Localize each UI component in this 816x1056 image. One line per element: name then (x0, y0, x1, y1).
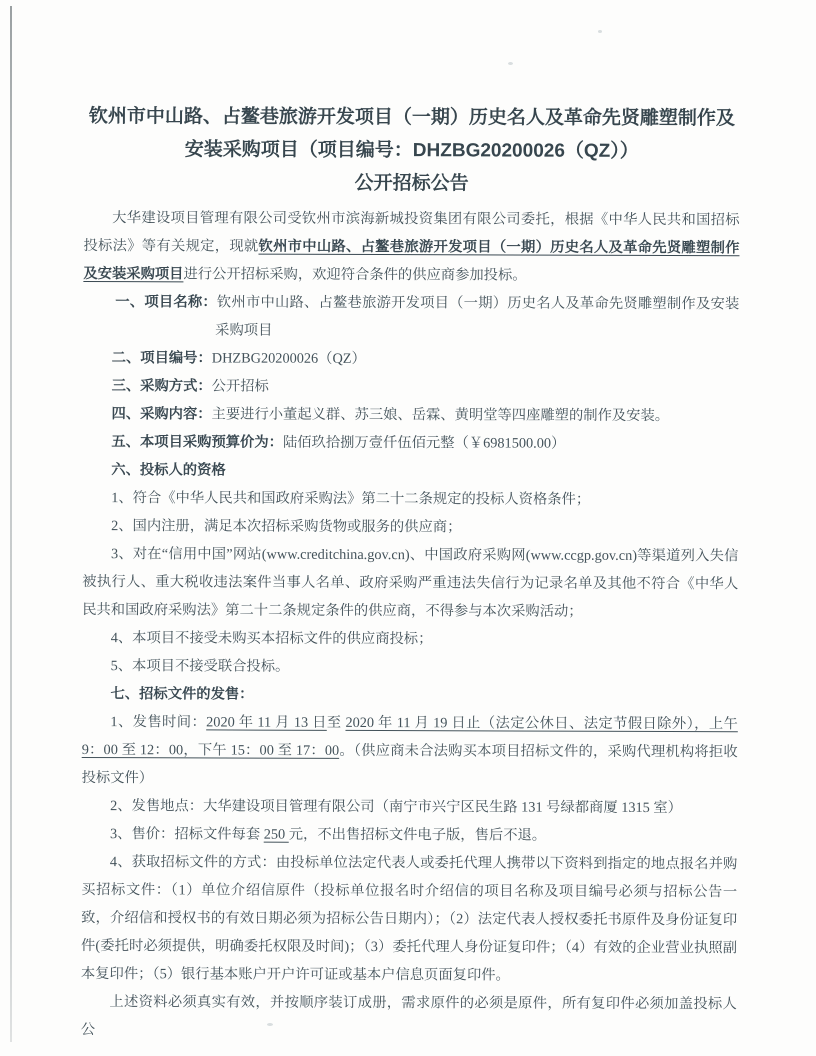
sale-item-obtain-method: 4、获取招标文件的方式：由投标单位法定代表人或委托代理人携带以下资料到指定的地点报名并购买招标文件：（1）单位介绍信原件（投标单位报名时介绍信的项目名称及项目编号必须与招标公告一致，介绍信和授权书的有效日期必须为招标公告日期内）；（2）法定代表人授权委托书原件及身份证复印件(委托时必须提供，明确委托权限及时间)；（3）委托代理人身份证复印件；（4）有效的企业营业执照副本复印件；（5）银行基本账户开户许可证或基本户信息页面复印件。 (80, 854, 738, 984)
qualification-item-5: 5、本项目不接受联合投标。 (110, 658, 290, 675)
intro-paragraph (83, 204, 739, 290)
sale-time-mid: 至 (326, 714, 346, 731)
intro-project-name: 钦州市中山路、占鳌巷旅游开发项目（一期）历史名人及革命先贤雕塑制作及安装采购项目 (83, 238, 740, 283)
scan-speck (508, 62, 513, 65)
section-6-label: 六、投标人的资格 (111, 462, 226, 479)
document-content (81, 100, 740, 1046)
section-4-value: 主要进行小董起义群、苏三娘、岳霖、黄明堂等四座雕塑的制作及安装。 (211, 406, 670, 425)
section-project-name (83, 288, 739, 346)
section-procurement-content (83, 400, 739, 430)
section-2-label: 二、项目编号： (111, 350, 212, 367)
sale-time-start-date: 2020 年 11 月 13 日 (206, 714, 327, 731)
section-5-label: 五、本项目采购预算价为： (111, 434, 283, 451)
closing-paragraph: 上述资料必须真实有效，并按顺序装订成册，需求原件的必须是原件，所有复印件必须加盖投标人公 (80, 994, 737, 1039)
section-procurement-method (83, 372, 739, 402)
title-line-3: 公开招标公告 (354, 172, 469, 195)
section-project-number (83, 344, 739, 374)
section-5-value: 陆佰玖拾捌万壹仟伍佰元整（￥6981500.00） (282, 434, 566, 452)
qualification-item-2: 2、国内注册，满足本次招标采购货物或服务的供应商； (111, 518, 462, 536)
sale-time-end-date: 2020 年 11 月 19 日止（法定公休日、法定节假日除外），上午 9：00 至 12：00，下午 15：00 至 17：00 (81, 714, 738, 759)
section-bidder-qualification-header (83, 456, 739, 486)
title-line-1: 钦州市中山路、占鳌巷旅游开发项目（一期）历史名人及革命先贤雕塑制作及 (88, 106, 735, 130)
sale-item-location: 2、发售地点：大华建设项目管理有限公司（南宁市兴宁区民生路 131 号绿都商厦 1315 室） (110, 798, 683, 817)
scan-speck (598, 30, 602, 33)
section-1-value: 钦州市中山路、占鳌巷旅游开发项目（一期）历史名人及革命先贤雕塑制作及安装采购项目 (215, 294, 740, 339)
document-title (84, 100, 740, 201)
title-line-2: 安装采购项目（项目编号：DHZBG20200026（QZ）） (184, 139, 639, 162)
intro-text-post: 进行公开招标采购，欢迎符合条件的供应商参加投标。 (183, 266, 527, 284)
intro-text-pre: 大华建设项目管理有限公司受钦州市滨海新城投资集团有限公司委托，根据《中华人民共和国招标投标法》等有关规定，现就 (83, 210, 740, 255)
section-3-value: 公开招标 (211, 378, 269, 395)
qualification-item-3: 3、对在“信用中国”网站(www.creditchina.gov.cn)、中国政府采购网(www.ccgp.gov.cn)等渠道列入失信被执行人、重大税收违法案件当事人名单、政府采购严重违法失信行为记录名单及其他不符合《中华人民共和国政府采购法》第二十二条规定条件的供应商，不得参与本次采购活动； (82, 546, 739, 620)
sale-item-price (81, 820, 737, 850)
document-body (81, 204, 740, 1046)
sale-item-time (82, 708, 738, 794)
sale-price-post: 元，不出售招标文件电子版，售后不退。 (288, 826, 547, 844)
section-document-sale-header (82, 680, 738, 710)
sale-time-post: 。（供应商未合法购买本项目招标文件的，采购代理机构将拒收投标文件） (81, 742, 738, 787)
section-7-label: 七、招标文件的发售： (110, 686, 254, 703)
sale-price-pre: 3、售价：招标文件每套 (110, 826, 264, 843)
section-budget-price (83, 428, 739, 458)
qualification-item-1: 1、符合《中华人民共和国政府采购法》第二十二条规定的投标人资格条件； (111, 490, 591, 508)
sale-time-pre: 1、发售时间： (110, 714, 207, 731)
qualification-item-4: 4、本项目不接受未购买本招标文件的供应商投标； (110, 630, 433, 648)
section-4-label: 四、采购内容： (111, 406, 212, 423)
section-2-value: DHZBG20200026（QZ） (211, 350, 366, 367)
scan-edge-line (10, 6, 12, 1042)
section-1-label: 一、项目名称： (115, 294, 217, 311)
sale-price-amount: 250 (263, 826, 289, 843)
section-3-label: 三、采购方式： (111, 378, 212, 395)
